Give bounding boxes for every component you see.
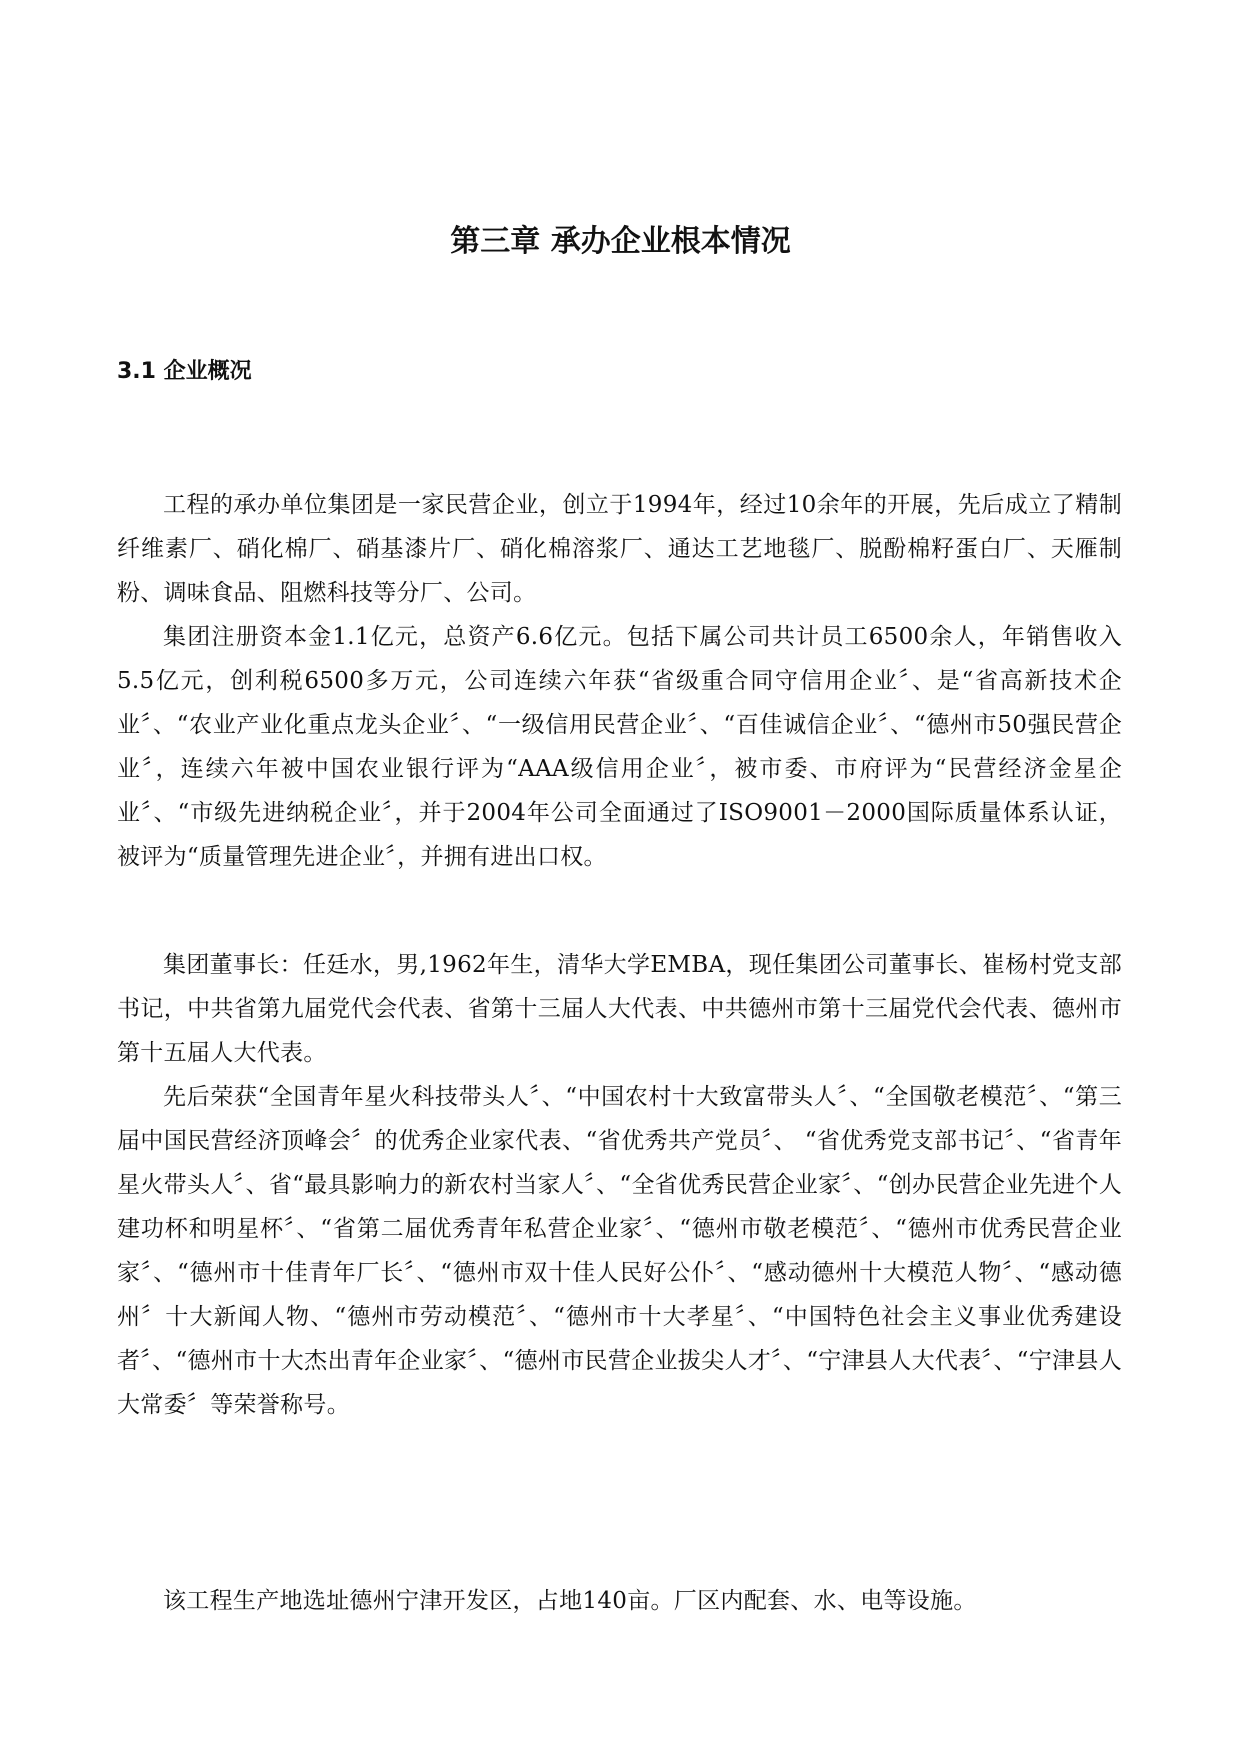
paragraph-company-founding: 工程的承办单位集团是一家民营企业，创立于1994年，经过10余年的开展，先后成立了精制纤维素厂、硝化棉厂、硝基漆片厂、硝化棉溶浆厂、通达工艺地毯厂、脱酚棉籽蛋白厂、天雁制粉、调味食品、阻燃科技等分厂、公司。 [117, 492, 1122, 606]
paragraph-company-finances-honors: 集团注册资本金1.1亿元，总资产6.6亿元。包括下属公司共计员工6500余人，年销售收入5.5亿元，创利税6500多万元，公司连续六年获“省级重合同守信用企业〞、是“省高新技术企业〞、“农业产业化重点龙头企业〞、“一级信用民营企业〞、“百佳诚信企业〞、“德州市50强民营企业〞，连续六年被中国农业银行评为“AAA级信用企业〞，被市委、市府评为“民营经济金星企业〞、“市级先进纳税企业〞，并于2004年公司全面通过了ISO9001－2000国际质量体系认证，被评为“质量管理先进企业〞，并拥有进出口权。 [117, 624, 1122, 870]
paragraph-chairman-profile: 集团董事长：任廷水，男,1962年生，清华大学EMBA，现任集团公司董事长、崔杨村党支部书记，中共省第九届党代会代表、省第十三届人大代表、中共德州市第十三届党代会代表、德州市第十五届人大代表。 [117, 952, 1122, 1066]
section-title: 3.1 企业概况 [117, 359, 252, 384]
paragraph-chairman-honors: 先后荣获“全国青年星火科技带头人〞、“中国农村十大致富带头人〞、“全国敬老模范〞、“第三届中国民营经济顶峰会〞的优秀企业家代表、“省优秀共产党员〞、 “省优秀党支部书记〞、“省青年星火带头人〞、省“最具影响力的新农村当家人〞、“全省优秀民营企业家〞、“创办民营企业先进个人建功杯和明星杯〞、“省第二届优秀青年私营企业家〞、“德州市敬老模范〞、“德州市优秀民营企业家〞、“德州市十佳青年厂长〞、“德州市双十佳人民好公仆〞、“感动德州十大模范人物〞、“感动德州〞十大新闻人物、“德州市劳动模范〞、“德州市十大孝星〞、“中国特色社会主义事业优秀建设者〞、“德州市十大杰出青年企业家〞、“德州市民营企业拔尖人才〞、“宁津县人大代表〞、“宁津县人大常委〞等荣誉称号。 [117, 1084, 1122, 1418]
paragraph-site-location: 该工程生产地选址德州宁津开发区，占地140亩。厂区内配套、水、电等设施。 [163, 1588, 977, 1614]
chapter-title: 第三章 承办企业根本情况 [450, 224, 791, 259]
